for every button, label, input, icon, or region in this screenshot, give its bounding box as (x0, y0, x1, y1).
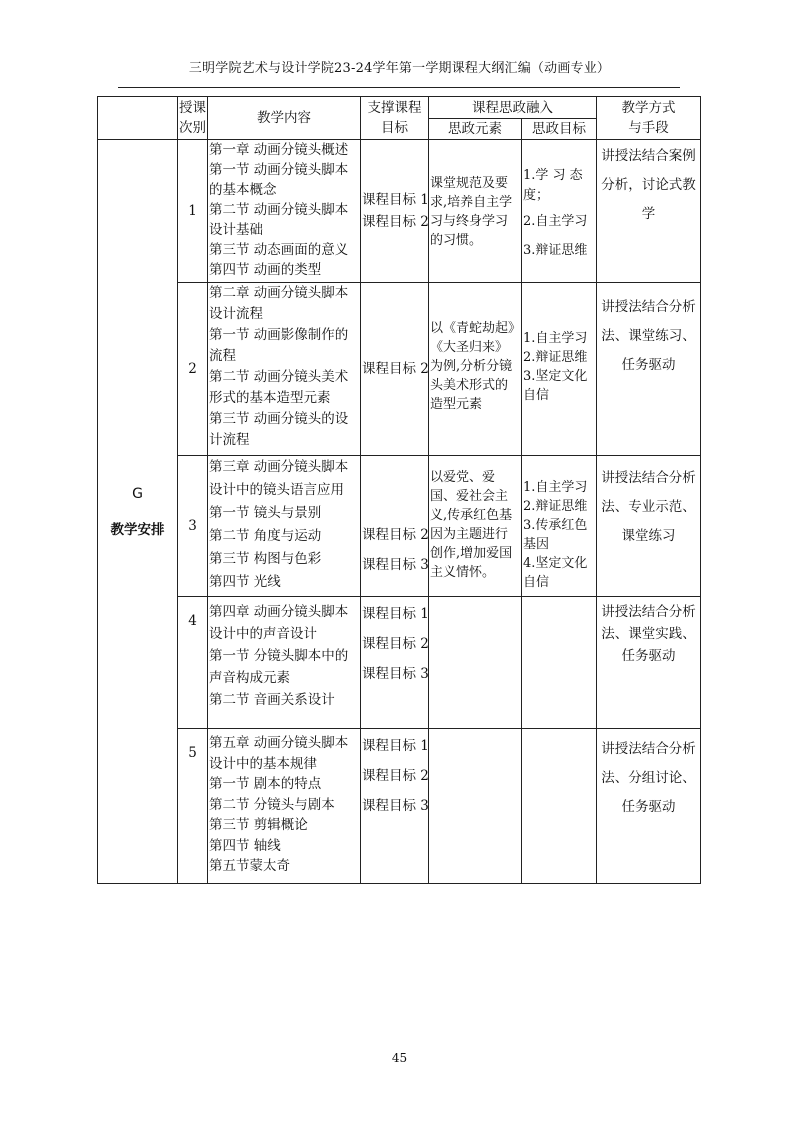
table-row (98, 729, 701, 884)
ideology-targets (522, 729, 597, 884)
syllabus-table (97, 96, 701, 884)
course-goals: 课程目标 1 课程目标 2 课程目标 3 (361, 729, 429, 884)
course-goals: 课程目标 2 (361, 283, 429, 456)
ideology-targets: 1.自主学习 2.辩证思维 3.坚定文化自信 (522, 283, 597, 456)
teaching-method: 讲授法结合案例 分析，讨论式教 学 (597, 140, 701, 283)
ideology-targets-header: 思政目标 (522, 119, 597, 140)
table-row (98, 140, 701, 283)
teaching-method: 讲授法结合分析 法、课堂实践、 任务驱动 (597, 597, 701, 729)
section-name: 教学安排 (110, 521, 165, 538)
table-row (98, 456, 701, 597)
teaching-method: 讲授法结合分析 法、分组讨论、 任务驱动 (597, 729, 701, 884)
teaching-content: 第一章 动画分镜头概述 第一节 动画分镜头脚本 的基本概念 第二节 动画分镜头脚本 设计基础 第三节 动态画面的意义 第四节 动画的类型 (208, 140, 361, 283)
session-number: 4 (178, 597, 208, 729)
ideology-elements: 以《青蛇劫起》《大圣归来》为例,分析分镜头美术形式的造型元素 (429, 283, 522, 456)
session-number: 1 (178, 140, 208, 283)
session-number: 3 (178, 456, 208, 597)
ideology-targets: 1.学 习 态度； 2.自主学习 3.辩证思维 (522, 140, 597, 283)
ideology-elements (429, 729, 522, 884)
table-row (98, 283, 701, 456)
content-header: 教学内容 (208, 97, 361, 140)
course-goals: 课程目标 2 课程目标 3 (361, 456, 429, 597)
session-number: 5 (178, 729, 208, 884)
ideology-group-header: 课程思政融入 (429, 97, 597, 119)
session-number: 2 (178, 283, 208, 456)
teaching-method: 讲授法结合分析 法、专业示范、 课堂练习 (597, 456, 701, 597)
ideology-targets: 1.自主学习 2.辩证思维 3.传承红色基因 4.坚定文化自信 (522, 456, 597, 597)
section-header-cell (98, 97, 178, 140)
course-goals: 课程目标 1 课程目标 2 (361, 140, 429, 283)
document-header: 三明学院艺术与设计学院23-24学年第一学期课程大纲汇编（动画专业） (188, 61, 611, 76)
section-cell (98, 140, 178, 884)
page-number: 45 (391, 1051, 408, 1065)
method-header: 教学方式 与手段 (597, 97, 701, 140)
teaching-content: 第二章 动画分镜头脚本 设计流程 第一节 动画影像制作的 流程 第二节 动画分镜头美术 形式的基本造型元素 第三节 动画分镜头的设 计流程 (208, 283, 361, 456)
goal-header: 支撑课程 目标 (361, 97, 429, 140)
teaching-content: 第三章 动画分镜头脚本 设计中的镜头语言应用 第一节 镜头与景别 第二节 角度与运动 第三节 构图与色彩 第四节 光线 (208, 456, 361, 597)
ideology-elements: 以爱党、爱国、爱社会主义,传承红色基因为主题进行创作,增加爱国主义情怀。 (429, 456, 522, 597)
teaching-content: 第四章 动画分镜头脚本 设计中的声音设计 第一节 分镜头脚本中的 声音构成元素 第二节 音画关系设计 (208, 597, 361, 729)
session-header: 授课 次别 (178, 97, 208, 140)
ideology-elements: 课堂规范及要求,培养自主学习与终身学习的习惯。 (429, 140, 522, 283)
teaching-content: 第五章 动画分镜头脚本 设计中的基本规律 第一节 剧本的特点 第二节 分镜头与剧本 第三节 剪辑概论 第四节 轴线 第五节蒙太奇 (208, 729, 361, 884)
section-code: G (132, 485, 143, 502)
header-rule (118, 87, 680, 88)
ideology-elements-header: 思政元素 (429, 119, 522, 140)
teaching-method: 讲授法结合分析 法、课堂练习、 任务驱动 (597, 283, 701, 456)
table-row (98, 597, 701, 729)
ideology-elements (429, 597, 522, 729)
ideology-targets (522, 597, 597, 729)
course-goals: 课程目标 1 课程目标 2 课程目标 3 (361, 597, 429, 729)
